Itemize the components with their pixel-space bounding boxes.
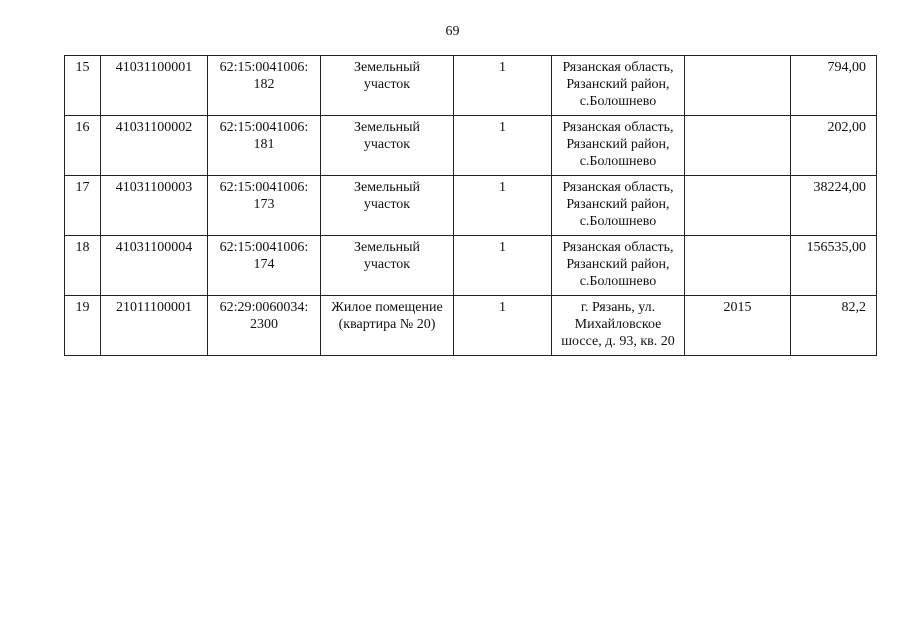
cadastral-line: 62:29:0060034:	[219, 300, 309, 315]
address-line: г. Рязань, ул.	[580, 300, 656, 315]
cadastral-number	[208, 56, 321, 116]
table-row	[65, 56, 877, 116]
area-value: 156535,00	[791, 236, 877, 296]
quantity: 1	[454, 56, 552, 116]
address-line: с.Болошнево	[579, 274, 657, 289]
type-line: участок	[363, 77, 411, 92]
table-row	[65, 176, 877, 236]
area-value: 82,2	[791, 296, 877, 356]
inventory-number: 41031100002	[101, 116, 208, 176]
address-line: Рязанский район,	[566, 197, 670, 212]
cadastral-line: 173	[253, 197, 275, 212]
cadastral-number	[208, 116, 321, 176]
quantity: 1	[454, 116, 552, 176]
address-line: с.Болошнево	[579, 94, 657, 109]
property-type	[321, 56, 454, 116]
address-line: Рязанская область,	[562, 240, 674, 255]
property-type	[321, 236, 454, 296]
type-line: участок	[363, 137, 411, 152]
address	[552, 236, 685, 296]
type-line: (квартира № 20)	[338, 317, 436, 332]
row-number: 16	[65, 116, 101, 176]
cadastral-number	[208, 176, 321, 236]
cadastral-line: 2300	[250, 317, 278, 332]
inventory-number: 41031100001	[101, 56, 208, 116]
address	[552, 56, 685, 116]
cadastral-number	[208, 296, 321, 356]
address-line: Рязанский район,	[566, 137, 670, 152]
type-line: Земельный	[353, 180, 421, 195]
property-type	[321, 176, 454, 236]
cadastral-line: 181	[253, 137, 275, 152]
type-line: Жилое помещение	[331, 300, 443, 315]
quantity: 1	[454, 176, 552, 236]
type-line: Земельный	[353, 60, 421, 75]
cadastral-line: 62:15:0041006:	[219, 240, 309, 255]
quantity: 1	[454, 236, 552, 296]
year	[685, 236, 791, 296]
area-value: 202,00	[791, 116, 877, 176]
inventory-number: 21011100001	[101, 296, 208, 356]
type-line: Земельный	[353, 120, 421, 135]
cadastral-line: 62:15:0041006:	[219, 180, 309, 195]
address-line: Рязанский район,	[566, 257, 670, 272]
address	[552, 296, 685, 356]
type-line: участок	[363, 257, 411, 272]
address-line: Михайловское	[574, 317, 662, 332]
row-number: 18	[65, 236, 101, 296]
year	[685, 176, 791, 236]
row-number: 15	[65, 56, 101, 116]
address-line: Рязанская область,	[562, 120, 674, 135]
year	[685, 116, 791, 176]
row-number: 17	[65, 176, 101, 236]
property-registry-table	[64, 55, 877, 356]
year: 2015	[685, 296, 791, 356]
row-number: 19	[65, 296, 101, 356]
address-line: Рязанский район,	[566, 77, 670, 92]
year	[685, 56, 791, 116]
type-line: Земельный	[353, 240, 421, 255]
area-value: 38224,00	[791, 176, 877, 236]
address-line: Рязанская область,	[562, 60, 674, 75]
address	[552, 116, 685, 176]
table-row	[65, 296, 877, 356]
cadastral-line: 62:15:0041006:	[219, 60, 309, 75]
type-line: участок	[363, 197, 411, 212]
property-type	[321, 116, 454, 176]
address	[552, 176, 685, 236]
table-row	[65, 236, 877, 296]
cadastral-number	[208, 236, 321, 296]
cadastral-line: 174	[253, 257, 275, 272]
quantity: 1	[454, 296, 552, 356]
property-type	[321, 296, 454, 356]
table-row	[65, 116, 877, 176]
cadastral-line: 62:15:0041006:	[219, 120, 309, 135]
address-line: с.Болошнево	[579, 214, 657, 229]
page-number: 69	[445, 24, 460, 39]
address-line: Рязанская область,	[562, 180, 674, 195]
address-line: шоссе, д. 93, кв. 20	[561, 334, 675, 349]
area-value: 794,00	[791, 56, 877, 116]
address-line: с.Болошнево	[579, 154, 657, 169]
cadastral-line: 182	[253, 77, 275, 92]
inventory-number: 41031100003	[101, 176, 208, 236]
inventory-number: 41031100004	[101, 236, 208, 296]
